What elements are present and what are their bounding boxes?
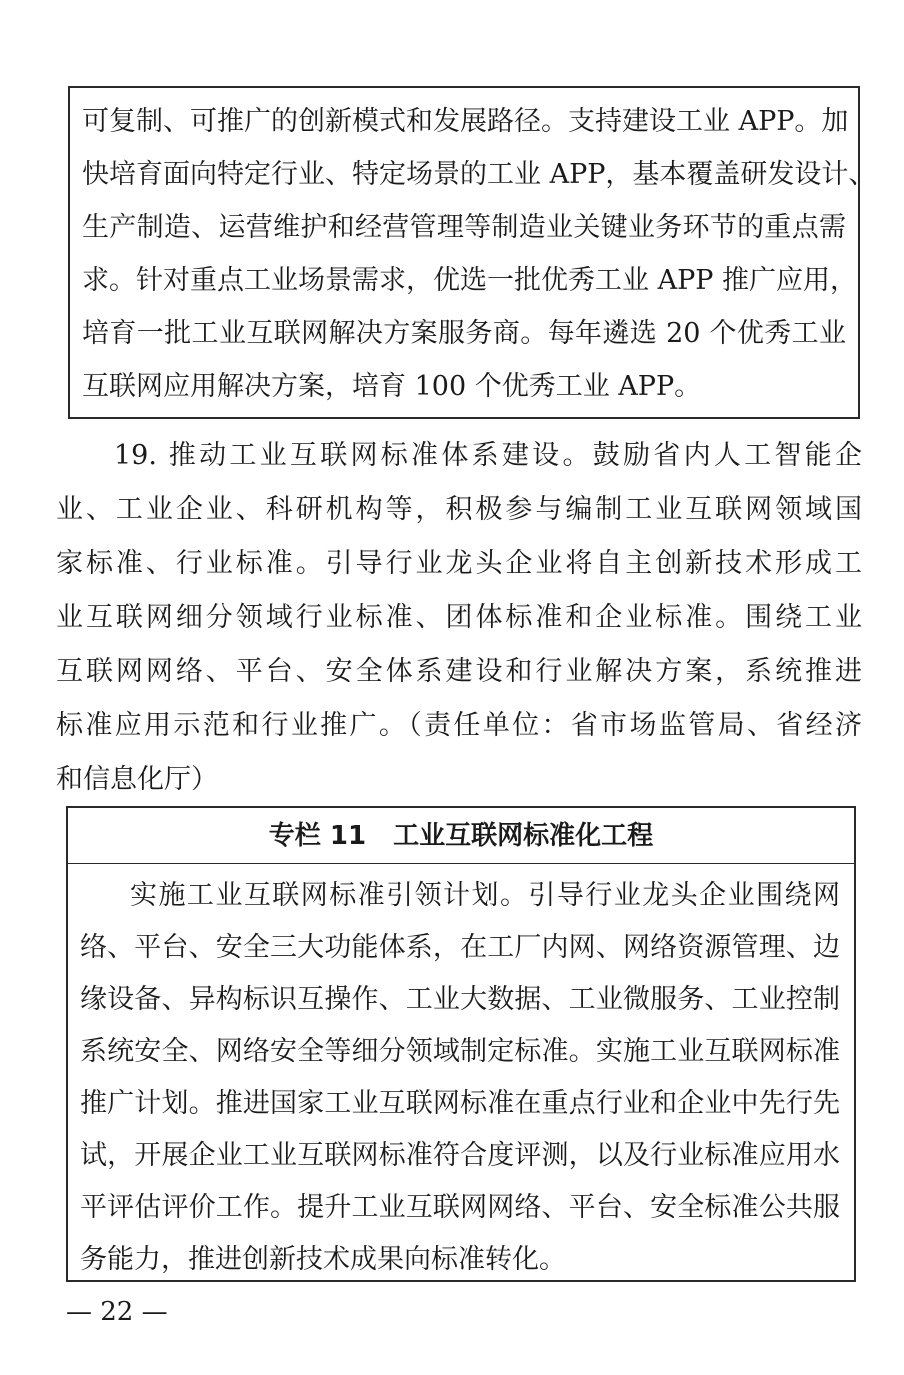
column-title-row <box>68 808 854 864</box>
column-line: 实施工业互联网标准引领计划。引导行业龙头企业围绕网 <box>130 880 840 911</box>
column-line: 平评估评价工作。提升工业互联网网络、平台、安全标准公共服 <box>80 1192 840 1223</box>
column-title: 专栏 11 工业互联网标准化工程 <box>268 821 654 851</box>
page-number: — 22 — <box>66 1297 168 1327</box>
column-line: 试，开展企业工业互联网标准符合度评测，以及行业标准应用水 <box>80 1140 840 1171</box>
top-box-line: 互联网应用解决方案，培育 100 个优秀工业 APP。 <box>82 371 702 402</box>
body-line: 业互联网细分领域行业标准、团体标准和企业标准。围绕工业 <box>56 602 862 633</box>
column-box <box>66 806 856 1282</box>
body-line: 家标准、行业标准。引导行业龙头企业将自主创新技术形成工 <box>56 548 862 579</box>
body-line: 互联网网络、平台、安全体系建设和行业解决方案，系统推进 <box>56 656 862 687</box>
column-line: 系统安全、网络安全等细分领域制定标准。实施工业互联网标准 <box>80 1036 840 1067</box>
top-box-line: 快培育面向特定行业、特定场景的工业 APP，基本覆盖研发设计、 <box>82 159 876 190</box>
top-box-line: 生产制造、运营维护和经营管理等制造业关键业务环节的重点需 <box>82 212 846 243</box>
body-line: 和信息化厅） <box>56 764 218 795</box>
top-box-line: 求。针对重点工业场景需求，优选一批优秀工业 APP 推广应用， <box>82 265 857 296</box>
top-column-box <box>68 86 876 419</box>
column-line: 络、平台、安全三大功能体系，在工厂内网、网络资源管理、边 <box>80 932 840 963</box>
body-line: 标准应用示范和行业推广。（责任单位：省市场监管局、省经济 <box>56 710 862 741</box>
column-line: 推广计划。推进国家工业互联网标准在重点行业和企业中先行先 <box>80 1088 840 1119</box>
column-line: 务能力，推进创新技术成果向标准转化。 <box>80 1244 566 1275</box>
column-line: 缘设备、异构标识互操作、工业大数据、工业微服务、工业控制 <box>80 984 840 1015</box>
top-box-line: 培育一批工业互联网解决方案服务商。每年遴选 20 个优秀工业 <box>82 318 846 349</box>
top-box-line: 可复制、可推广的创新模式和发展路径。支持建设工业 APP。加 <box>82 106 849 137</box>
body-line: 19. 推动工业互联网标准体系建设。鼓励省内人工智能企 <box>114 440 862 471</box>
body-line: 业、工业企业、科研机构等，积极参与编制工业互联网领域国 <box>56 494 862 525</box>
